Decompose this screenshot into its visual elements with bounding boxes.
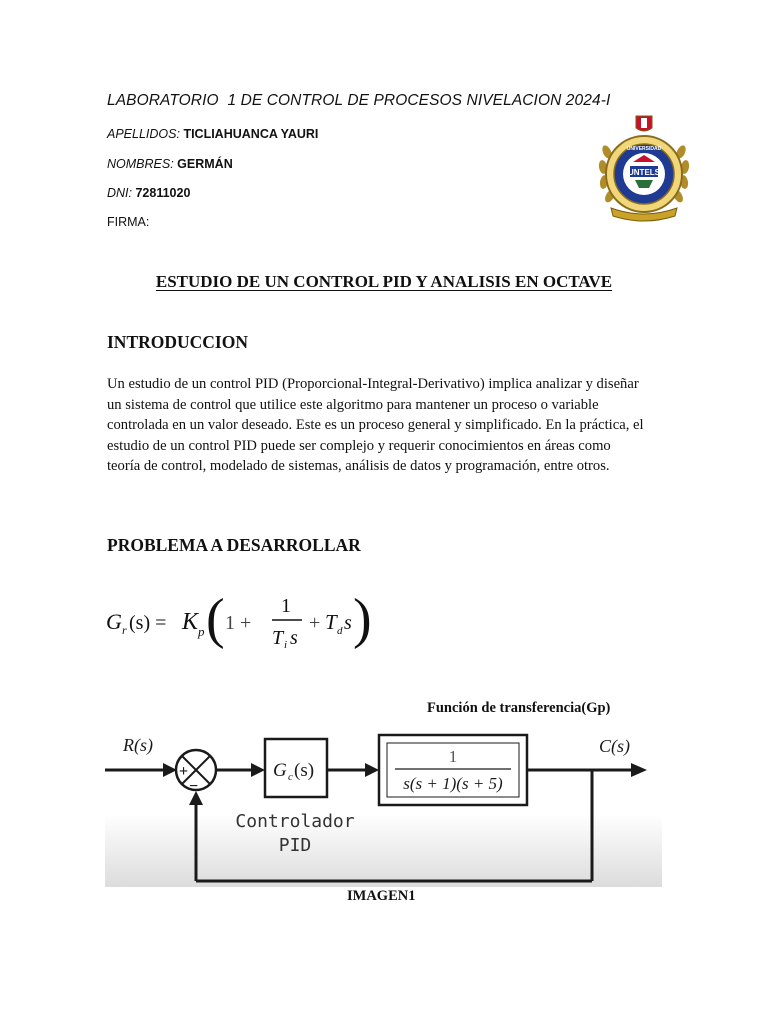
svg-text:UNTELS: UNTELS [628,168,660,177]
eq-frac-num: 1 [281,595,291,617]
eq-lhs-arg: (s) = [129,612,167,634]
plant-denominator: s(s + 1)(s + 5) [403,774,503,793]
intro-paragraph [107,374,667,477]
block-diagram [105,725,662,887]
field-label: DNI: [107,186,132,200]
svg-text:UNIVERSIDAD: UNIVERSIDAD [626,146,662,152]
paragraph-line: Un estudio de un control PID (Proporcional-Integral-Derivativo) implica analizar y diseñar [107,376,639,392]
university-seal-logo [597,112,691,224]
field-value: TICLIAHUANCA YAURI [183,127,319,141]
controller-symbol: G [273,760,287,781]
field-dni [107,186,190,200]
field-label: APELLIDOS: [107,127,180,141]
controller-caption-2: PID [278,835,312,856]
sum-minus-sign: − [189,778,199,795]
eq-gain-sub: p [198,624,205,639]
eq-deriv-sub: d [337,625,343,637]
eq-deriv-var: s [344,612,352,634]
figure-caption: IMAGEN1 [347,888,416,904]
lab-title: LABORATORIO 1 DE CONTROL DE PROCESOS NIVELACION 2024-I [107,92,611,109]
section-heading-introduccion: INTRODUCCION [107,332,248,352]
eq-lhs: G [106,609,122,634]
eq-close-paren: ) [353,588,372,650]
field-apellidos [107,127,318,141]
sum-plus-sign: + [179,763,189,780]
controller-caption-1: Controlador [235,811,355,832]
section-heading-problema: PROBLEMA A DESARROLLAR [107,535,361,555]
field-label: NOMBRES: [107,157,174,171]
eq-deriv: T [325,610,337,634]
paragraph-line: teoría de control, modelado de sistemas, análisis de datos y programación, entre otros. [107,458,610,475]
controller-sub: c [288,771,293,783]
eq-plus: + [309,612,321,634]
field-firma [107,215,149,229]
eq-open-paren: ( [206,588,225,650]
eq-gain: K [182,609,199,635]
field-nombres [107,157,233,171]
transfer-function-label: Función de transferencia(Gp) [427,700,611,716]
paragraph-line: estudio de un control PID puede ser complejo y requerir conocimientos en áreas como [107,437,611,454]
eq-frac-den: T [272,627,284,649]
pid-equation [104,588,372,652]
eq-frac-den-var: s [290,627,298,649]
paragraph-line: un sistema de control que utilice este algoritmo para mantener un proceso o variable [107,396,599,413]
plant-block [379,735,527,805]
field-value: GERMÁN [177,157,233,171]
field-label: FIRMA: [107,215,150,229]
plant-numerator: 1 [448,747,458,766]
field-value: 72811020 [135,186,191,200]
eq-one-plus: 1 + [225,612,252,634]
eq-lhs-sub: r [122,623,127,637]
output-label: C(s) [599,736,630,756]
controller-arg: (s) [294,760,315,781]
input-label: R(s) [123,735,153,755]
eq-frac-den-sub: i [284,639,288,651]
document-title: ESTUDIO DE UN CONTROL PID Y ANALISIS EN OCTAVE [155,272,613,291]
paragraph-line: controlada en un valor deseado. Este es un proceso general y simplificado. En la práctica, el [107,417,644,434]
